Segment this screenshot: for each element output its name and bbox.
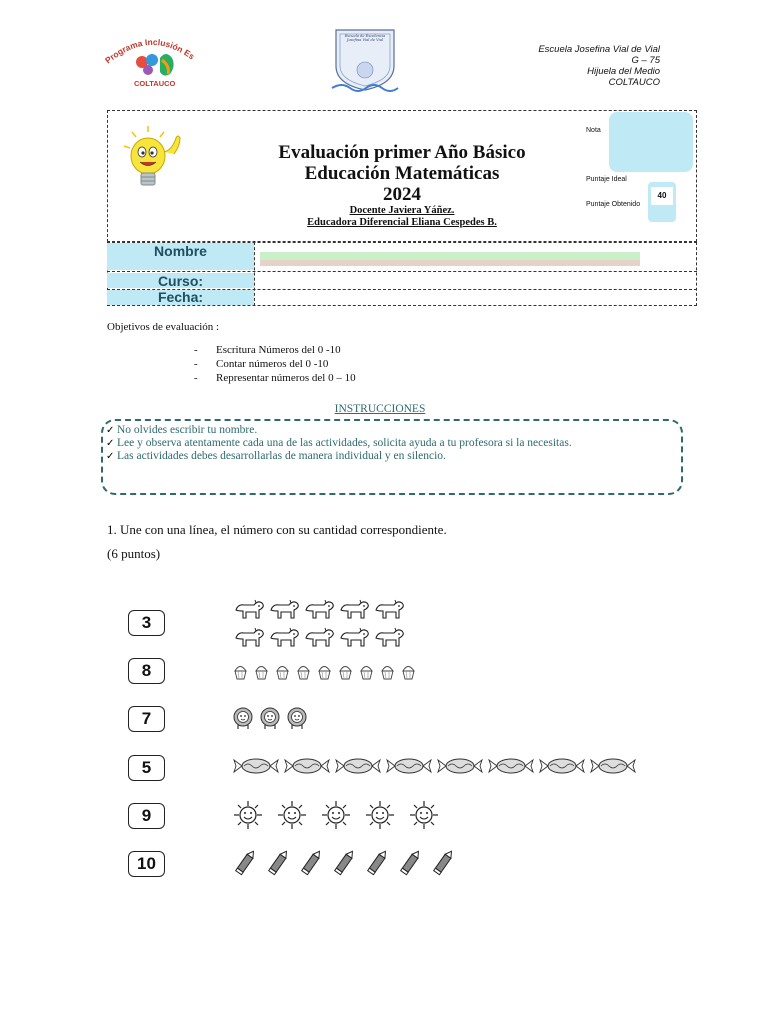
number-box[interactable]: 5 [128,755,165,781]
program-logo-text: Programa Inclusión Es [103,36,197,66]
curso-input[interactable] [258,273,694,288]
sun-icon [232,800,264,830]
number-box[interactable]: 3 [128,610,165,636]
number-box[interactable]: 10 [128,851,165,877]
sun-icon [364,800,396,830]
cupcake-icon [316,662,333,682]
school-city: COLTAUCO [608,77,660,88]
title-year: 2024 [383,184,421,205]
cupcake-group[interactable] [232,662,417,682]
candy-group[interactable] [232,755,638,777]
dog-icon [267,598,300,622]
nombre-input[interactable] [260,252,640,260]
objectives-title: Objetivos de evaluación : [107,321,220,333]
dog-icon [337,626,370,650]
grid-divider [107,271,697,272]
fecha-input[interactable] [258,291,694,305]
cupcake-icon [337,662,354,682]
question-1-text: 1. Une con una línea, el número con su cantidad correspondiente. [107,522,447,537]
checkmark-icon: ✓ [106,425,115,436]
candy-icon [385,755,434,777]
candy-icon [436,755,485,777]
number-box[interactable]: 9 [128,803,165,829]
cupcake-icon [358,662,375,682]
candy-icon [589,755,638,777]
instructions-title: INSTRUCCIONES [334,403,426,415]
candy-icon [538,755,587,777]
nombre-input-underline [260,260,640,266]
cupcake-icon [295,662,312,682]
pencil-icon [430,848,458,876]
list-item: - Escritura Números del 0 -10 [194,344,341,356]
cupcake-icon [232,662,249,682]
instructions-list [106,424,661,463]
list-item: - Representar números del 0 – 10 [194,372,356,384]
dog-icon [302,626,335,650]
program-inclusion-logo [100,30,200,90]
dog-icon [232,626,265,650]
dog-group[interactable] [232,598,412,650]
dog-icon [372,598,405,622]
cupcake-icon [400,662,417,682]
pencil-icon [232,848,260,876]
lion-icon [286,706,309,730]
educator-name: Educadora Diferencial Eliana Cespedes B. [307,217,497,228]
puntaje-ideal-label: Puntaje Ideal [586,176,627,183]
question-1-points: (6 puntos) [107,546,161,561]
title-line-1: Evaluación primer Año Básico [278,142,526,163]
pencil-group[interactable] [232,848,458,876]
list-item: - Contar números del 0 -10 [194,358,329,370]
staff-lines [230,205,574,229]
pencil-icon [364,848,392,876]
list-item: ✓ Lee y observa atentamente cada una de las actividades, solicita ayuda a tu profesora si la necesitas. [106,437,572,449]
lion-icon [259,706,282,730]
crest-text: Escuela de Excelencia Josefina Vial de Vial [344,34,386,43]
cupcake-icon [253,662,270,682]
objectives-list [194,343,356,385]
lightbulb-icon [118,122,194,199]
sun-icon [320,800,352,830]
school-info [538,44,660,88]
lion-group[interactable] [232,706,309,730]
candy-icon [283,755,332,777]
pencil-icon [298,848,326,876]
checkmark-icon: ✓ [106,438,115,449]
program-logo-city: COLTAUCO [134,79,176,88]
number-box[interactable]: 7 [128,706,165,732]
sun-group[interactable] [232,800,440,830]
puntaje-ideal-value: 40 [651,187,673,205]
curso-label: Curso: [107,273,254,288]
nombre-label: Nombre [107,243,254,270]
teacher-name: Docente Javiera Yáñez. [349,205,455,216]
dog-icon [337,598,370,622]
list-item: ✓ Las actividades debes desarrollarlas de manera individual y en silencio. [106,450,446,462]
candy-icon [334,755,383,777]
sun-icon [408,800,440,830]
list-item: ✓ No olvides escribir tu nombre. [106,424,258,436]
dog-icon [232,598,265,622]
grid-divider [254,242,255,306]
dog-icon [302,598,335,622]
cupcake-icon [274,662,291,682]
puntaje-obtenido-label: Puntaje Obtenido [586,201,641,208]
pencil-icon [265,848,293,876]
cupcake-icon [379,662,396,682]
lion-icon [232,706,255,730]
school-name: Escuela Josefina Vial de Vial [538,44,660,55]
pencil-icon [397,848,425,876]
pencil-icon [331,848,359,876]
school-code: G – 75 [631,55,660,66]
exam-title [230,142,574,205]
grid-divider [107,289,697,290]
sun-icon [276,800,308,830]
checkmark-icon: ✓ [106,451,115,462]
school-crest-logo [328,26,402,96]
nota-field[interactable] [609,112,693,172]
title-line-2: Educación Matemáticas [304,163,500,184]
candy-icon [487,755,536,777]
candy-icon [232,755,281,777]
school-place: Hijuela del Medio [587,66,660,77]
dog-icon [372,626,405,650]
dog-icon [267,626,300,650]
fecha-label: Fecha: [107,290,254,305]
nota-label: Nota [586,127,601,134]
number-box[interactable]: 8 [128,658,165,684]
